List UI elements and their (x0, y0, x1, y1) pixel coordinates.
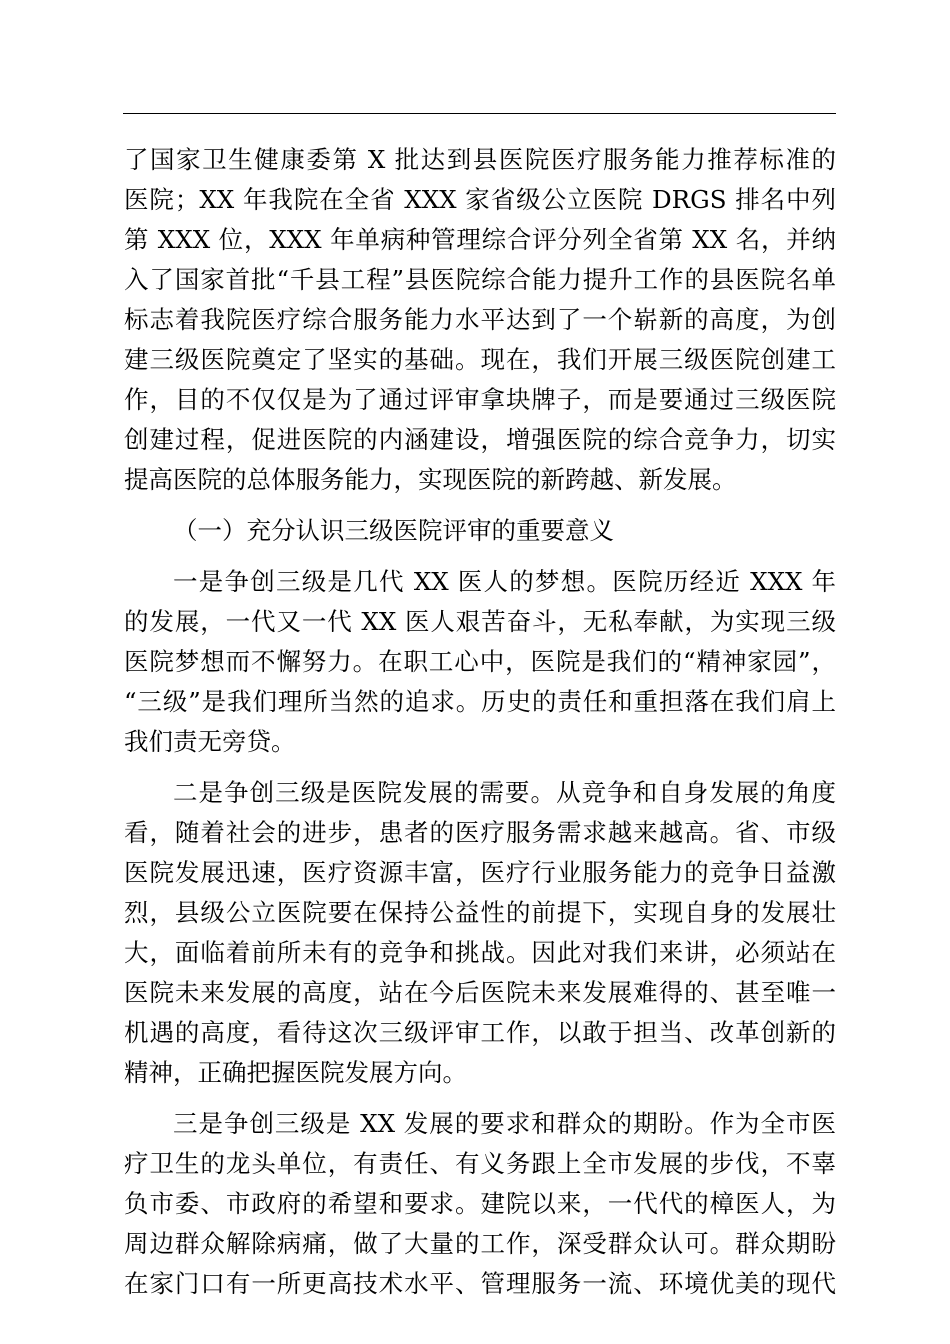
paragraph-gap (124, 762, 836, 773)
text-line: 医院；XX 年我院在全省 XXX 家省级公立医院 DRGS 排名中列 (124, 185, 836, 214)
text-line: 第 XXX 位，XXX 年单病种管理综合评分列全省第 XX 名，并纳 (124, 225, 836, 254)
text-line: 医院梦想而不懈努力。在职工心中，医院是我们的“精神家园”， (124, 647, 836, 676)
text-line: 烈，县级公立医院要在保持公益性的前提下，实现自身的发展壮 (124, 898, 836, 927)
paragraph-gap (124, 1093, 836, 1104)
text-line: 了国家卫生健康委第 X 批达到县医院医疗服务能力推荐标准的 (124, 145, 836, 174)
paragraph-gap (124, 500, 836, 511)
text-line: 机遇的高度，看待这次三级评审工作，以敢于担当、改革创新的 (124, 1018, 836, 1047)
text-line: 标志着我院医疗综合服务能力水平达到了一个崭新的高度，为创 (124, 305, 836, 334)
paragraph-continuation (124, 140, 836, 500)
text-line: “三级”是我们理所当然的追求。历史的责任和重担落在我们肩上 (124, 687, 836, 716)
heading-text: （一）充分认识三级医院评审的重要意义 (173, 516, 614, 545)
paragraph-expectation (124, 1104, 836, 1304)
text-line: 看，随着社会的进步，患者的医疗服务需求越来越高。省、市级 (124, 818, 836, 847)
text-line: 二是争创三级是医院发展的需要。从竞争和自身发展的角度 (173, 778, 836, 807)
text-line: 我们责无旁贷。 (124, 727, 296, 756)
text-line: 作，目的不仅仅是为了通过评审拿块牌子，而是要通过三级医院 (124, 385, 836, 414)
text-line: 在家门口有一所更高技术水平、管理服务一流、环境优美的现代 (124, 1269, 836, 1298)
text-line: 创建过程，促进医院的内涵建设，增强医院的综合竞争力，切实 (124, 425, 836, 454)
text-line: 提高医院的总体服务能力，实现医院的新跨越、新发展。 (124, 465, 737, 494)
section-heading (124, 511, 836, 551)
document-body (124, 140, 836, 1304)
header-rule (123, 113, 836, 114)
text-line: 建三级医院奠定了坚实的基础。现在，我们开展三级医院创建工 (124, 345, 836, 374)
text-line: 入了国家首批“千县工程”县医院综合能力提升工作的县医院名单 (124, 265, 836, 294)
paragraph-gap (124, 551, 836, 562)
text-line: 一是争创三级是几代 XX 医人的梦想。医院历经近 XXX 年 (173, 567, 836, 596)
text-line: 精神，正确把握医院发展方向。 (124, 1058, 467, 1087)
text-line: 三是争创三级是 XX 发展的要求和群众的期盼。作为全市医 (173, 1109, 836, 1138)
text-line: 的发展，一代又一代 XX 医人艰苦奋斗，无私奉献，为实现三级 (124, 607, 836, 636)
text-line: 周边群众解除病痛，做了大量的工作，深受群众认可。群众期盼 (124, 1229, 836, 1258)
text-line: 医院发展迅速，医疗资源丰富，医疗行业服务能力的竞争日益激 (124, 858, 836, 887)
paragraph-dream (124, 562, 836, 762)
text-line: 医院未来发展的高度，站在今后医院未来发展难得的、甚至唯一 (124, 978, 836, 1007)
text-line: 大，面临着前所未有的竞争和挑战。因此对我们来讲，必须站在 (124, 938, 836, 967)
text-line: 负市委、市政府的希望和要求。建院以来，一代代的樟医人，为 (124, 1189, 836, 1218)
text-line: 疗卫生的龙头单位，有责任、有义务跟上全市发展的步伐，不辜 (124, 1149, 836, 1178)
paragraph-development (124, 773, 836, 1093)
